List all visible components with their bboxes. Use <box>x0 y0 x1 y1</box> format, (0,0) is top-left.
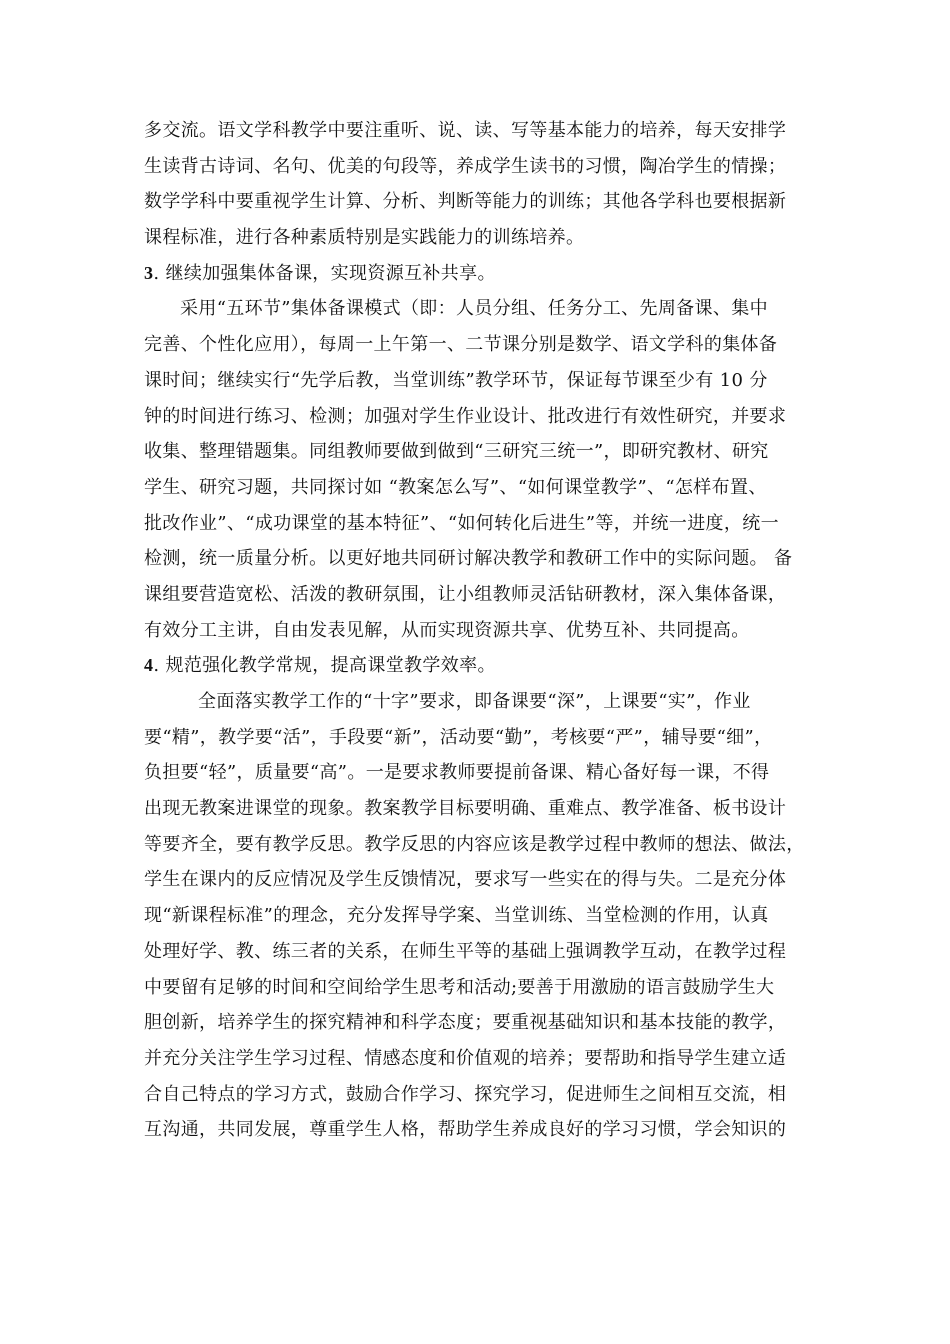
text-line: 出现无教案进课堂的现象。教案教学目标要明确、重难点、教学准备、板书设计 <box>144 798 787 820</box>
text-line: 互沟通，共同发展，尊重学生人格，帮助学生养成良好的学习习惯，学会知识的 <box>144 1119 787 1141</box>
text-line: 胆创新，培养学生的探究精神和科学态度；要重视基础知识和基本技能的教学， <box>144 1012 787 1034</box>
section-number: 4 <box>144 655 154 676</box>
text-line: 中要留有足够的时间和空间给学生思考和活动;要善于用激励的语言鼓励学生大 <box>144 976 775 998</box>
text-line: 等要齐全，要有教学反思。教学反思的内容应该是教学过程中教师的想法、做法， <box>144 833 805 855</box>
text-line: 要“精”，教学要“活”，手段要“新”，活动要“勤”，考核要“严”，辅导要“细”， <box>144 726 773 748</box>
text-line: 合自己特点的学习方式，鼓励合作学习、探究学习，促进师生之间相互交流，相 <box>144 1083 787 1105</box>
text-line: 并充分关注学生学习过程、情感态度和价值观的培养；要帮助和指导学生建立适 <box>144 1047 787 1069</box>
text-line: 有效分工主讲，自由发表见解，从而实现资源共享、优势互补、共同提高。 <box>144 619 750 641</box>
section-title: . 继续加强集体备课，实现资源互补共享。 <box>153 262 496 284</box>
text-line: 数学学科中要重视学生计算、分析、判断等能力的训练；其他各学科也要根据新 <box>144 191 787 213</box>
section-heading-3 <box>144 256 812 292</box>
text-line: 完善、个性化应用），每周一上午第一、二节课分别是数学、语文学科的集体备 <box>144 334 778 356</box>
text-line: 课程标准，进行各种素质特别是实践能力的训练培养。 <box>144 227 585 249</box>
section-title: . 规范强化教学常规，提高课堂教学效率。 <box>153 655 496 677</box>
text-line: 现“新课程标准”的理念，充分发挥导学案、当堂训练、当堂检测的作用，认真 <box>144 905 769 927</box>
text-line: 生读背古诗词、名句、优美的句段等，养成学生读书的习惯，陶冶学生的情操； <box>144 155 787 177</box>
text-line: 负担要“轻”，质量要“高”。一是要求教师要提前备课、精心备好每一课，不得 <box>144 762 770 784</box>
text-line: 课时间；继续实行“先学后教，当堂训练”教学环节，保证每节课至少有 10 分 <box>144 369 768 391</box>
section-heading-4 <box>144 648 812 684</box>
text-line: 学生、研究习题，共同探讨如 “教案怎么写”、“如何课堂教学”、“怎样布置、 <box>144 476 767 498</box>
text-line: 多交流。语文学科教学中要注重听、说、读、写等基本能力的培养，每天安排学 <box>144 120 787 141</box>
text-line: 检测，统一质量分析。以更好地共同研讨解决教学和教研工作中的实际问题。 备 <box>144 548 793 570</box>
text-line: 批改作业”、“成功课堂的基本特征”、“如何转化后进生”等，并统一进度，统一 <box>144 512 779 534</box>
text-line: 处理好学、教、练三者的关系，在师生平等的基础上强调教学互动，在教学过程 <box>144 940 787 962</box>
text-line: 全面落实教学工作的“十字”要求，即备课要“深”，上课要“实”，作业 <box>198 691 751 712</box>
text-line: 课组要营造宽松、活泼的教研氛围，让小组教师灵活钻研教材，深入集体备课， <box>144 583 787 605</box>
section-number: 3 <box>144 262 154 283</box>
text-line: 钟的时间进行练习、检测；加强对学生作业设计、批改进行有效性研究，并要求 <box>144 405 787 427</box>
text-line: 采用“五环节”集体备课模式（即：人员分组、任务分工、先周备课、集中 <box>180 298 768 320</box>
text-line: 学生在课内的反应情况及学生反馈情况，要求写一些实在的得与失。二是充分体 <box>144 869 787 891</box>
document-body <box>144 113 812 1148</box>
text-line: 收集、整理错题集。同组教师要做到做到“三研究三统一”，即研究教材、研究 <box>144 441 769 463</box>
